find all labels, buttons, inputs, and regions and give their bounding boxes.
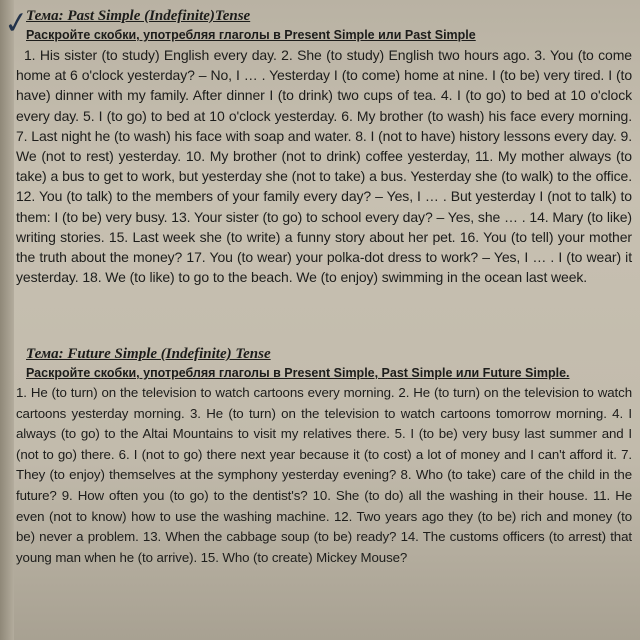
- future-simple-section: [16, 346, 632, 568]
- section-instruction-future-simple: Раскройте скобки, употребляя глаголы в Present Simple, Past Simple или Future Simple.: [26, 366, 570, 380]
- past-simple-section: [16, 8, 632, 287]
- section-title-future-simple: Тема: Future Simple (Indefinite) Tense: [26, 346, 271, 362]
- page-binding-edge: [0, 0, 14, 640]
- exercise-text-past-simple: 1. His sister (to study) English every day. 2. She (to study) English two hours ago. 3. You (to come home at 6 o'clock yesterday? – No, I … . Yesterday I (to come) home at nine. I (to be) very tired. I (to have) dinner with my family. After dinner I (to drink) two cups of tea. 4. I (to go) to bed at 10 o'clock every day. 5. I (to go) to bed at 10 o'clock yesterday. 6. My brother (to wash) his face every morning. 7. Last night he (to wash) his face with soap and water. 8. I (not to have) history lessons every day. 9. We (not to rest) yesterday. 10. My brother (not to drink) coffee yesterday, 11. My mother always (to take) a bus to get to work, but yesterday she (not to take) a bus. Yesterday she (to walk) to the office. 12. You (to talk) to the members of your family every day? – Yes, I … . But yesterday I (not to talk) to them: I (to be) very busy. 13. Your sister (to go) to school every day? – Yes, she … . 14. Mary (to like) writing stories. 15. Last week she (to write) a funny story about her pet. 16. You (to tell) your mother the truth about the money? 17. You (to wear) your polka-dot dress to work? – Yes, I … . I (to wear) it yesterday. 18. We (to like) to go to the beach. We (to enjoy) swimming in the ocean last week.: [16, 47, 632, 286]
- exercise-text-future-simple: 1. He (to turn) on the television to watch cartoons every morning. 2. He (to turn) on the television to watch cartoons yesterday morning. 3. He (to turn) on the television to watch cartoons tomorrow morning. 4. I always (to go) to the Altai Mountains to visit my relatives there. 5. I (to be) very busy last summer and I (not to go) there. 6. I (not to go) there next year because it (to cost) a lot of money and I can't afford it. 7. They (to enjoy) themselves at the symphony yesterday evening? 8. Who (to take) care of the child in the future? 9. How often you (to go) to the dentist's? 10. She (to do) all the washing in their house. 11. He even (not to know) how to use the washing machine. 12. Two years ago they (to be) rich and money (to be) never a problem. 13. When the cabbage soup (to be) ready? 14. The customs officers (to arrest) that young man when he (to arrive). 15. Who (to create) Mickey Mouse?: [16, 385, 632, 565]
- section-instruction-past-simple: Раскройте скобки, употребляя глаголы в Present Simple или Past Simple: [26, 28, 476, 42]
- section-title-past-simple: Тема: Past Simple (Indefinite)Tense: [26, 8, 251, 24]
- handwritten-check-mark-icon: ✓: [1, 4, 32, 43]
